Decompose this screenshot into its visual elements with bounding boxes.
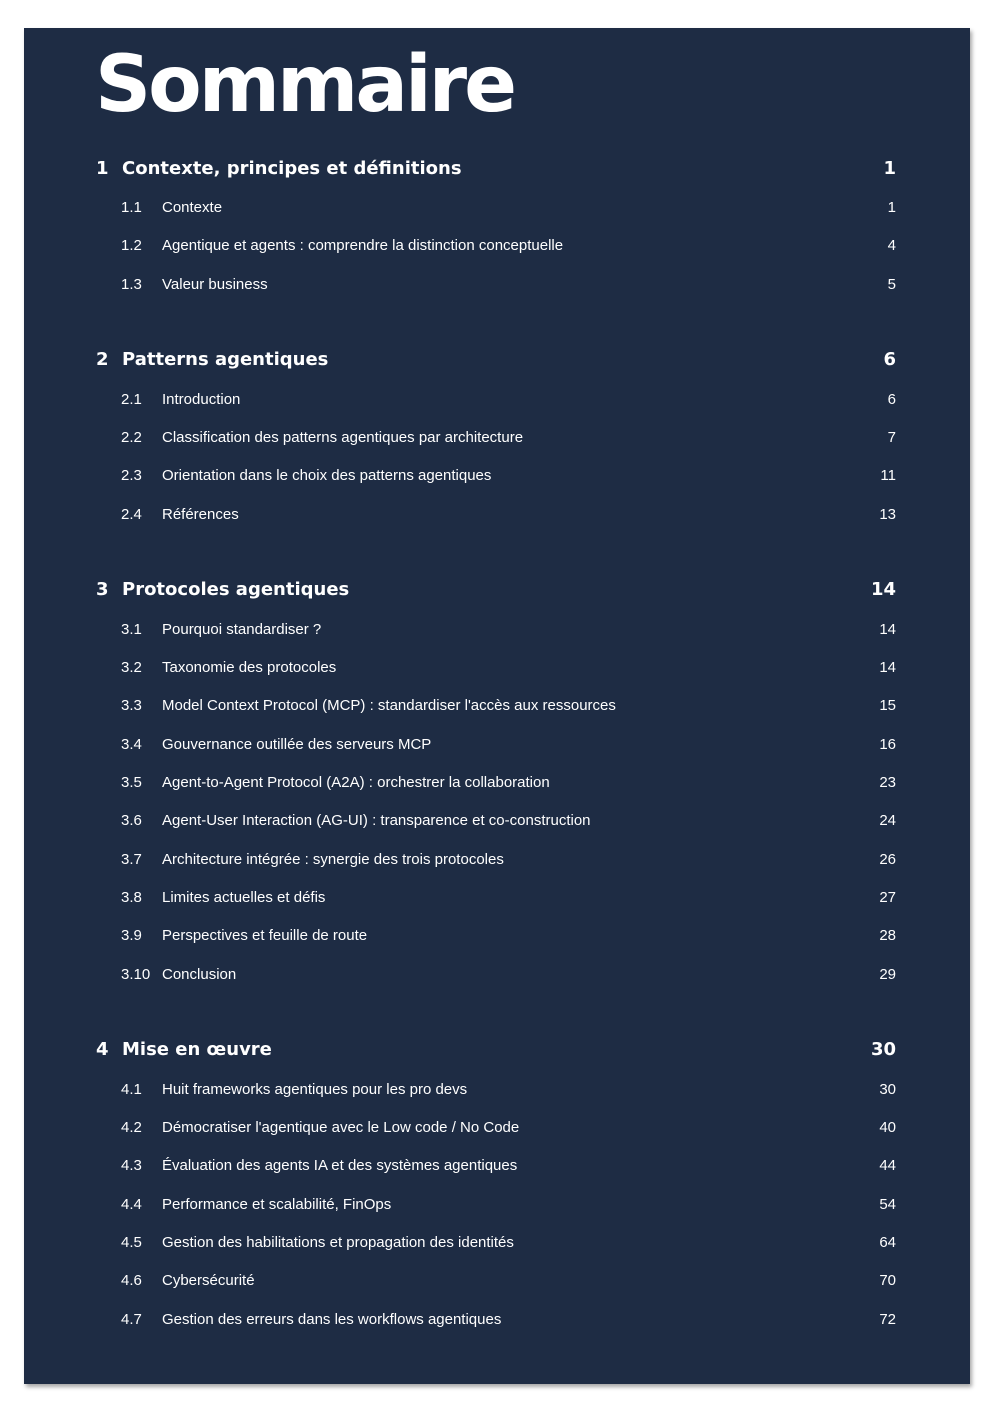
item-number: 1.1 xyxy=(121,199,142,216)
item-number: 4.2 xyxy=(121,1119,142,1136)
item-page: 28 xyxy=(879,927,896,944)
item-number: 4.1 xyxy=(121,1081,142,1098)
section-number: 2 xyxy=(96,349,109,370)
item-number: 4.3 xyxy=(121,1157,142,1174)
item-page: 16 xyxy=(879,736,896,753)
item-page: 14 xyxy=(879,659,896,676)
item-number: 4.6 xyxy=(121,1272,142,1289)
item-title: Agentique et agents : comprendre la distinction conceptuelle xyxy=(162,237,564,254)
item-number: 3.4 xyxy=(121,736,142,753)
item-number: 1.2 xyxy=(121,237,142,254)
item-number: 2.4 xyxy=(121,506,142,523)
item-page: 70 xyxy=(879,1272,896,1289)
item-page: 11 xyxy=(880,467,896,484)
item-number: 4.7 xyxy=(121,1311,142,1328)
item-number: 3.8 xyxy=(121,889,142,906)
item-page: 4 xyxy=(887,237,896,254)
item-number: 3.10 xyxy=(121,966,151,983)
toc-page xyxy=(24,28,970,1384)
section-number: 4 xyxy=(96,1039,109,1060)
item-page: 1 xyxy=(887,199,896,216)
item-page: 29 xyxy=(879,966,896,983)
item-title: Gouvernance outillée des serveurs MCP xyxy=(162,736,432,753)
item-title: Introduction xyxy=(162,391,241,408)
item-number: 3.2 xyxy=(121,659,142,676)
item-title: Gestion des habilitations et propagation des identités xyxy=(162,1234,514,1251)
item-title: Conclusion xyxy=(162,966,237,983)
item-number: 2.1 xyxy=(121,391,142,408)
section-page: 30 xyxy=(870,1039,896,1060)
item-title: Agent-to-Agent Protocol (A2A) : orchestrer la collaboration xyxy=(162,774,550,791)
section-number: 1 xyxy=(96,158,109,179)
item-title: Gestion des erreurs dans les workflows agentiques xyxy=(162,1311,502,1328)
item-title: Performance et scalabilité, FinOps xyxy=(162,1196,392,1213)
item-page: 24 xyxy=(879,812,896,829)
item-page: 5 xyxy=(887,276,896,293)
item-number: 4.4 xyxy=(121,1196,142,1213)
item-title: Huit frameworks agentiques pour les pro devs xyxy=(162,1081,468,1098)
item-title: Orientation dans le choix des patterns agentiques xyxy=(162,467,492,484)
item-page: 23 xyxy=(879,774,896,791)
page-title: Sommaire xyxy=(95,40,515,130)
item-title: Pourquoi standardiser ? xyxy=(162,621,322,638)
item-number: 3.9 xyxy=(121,927,142,944)
item-page: 30 xyxy=(879,1081,896,1098)
section-page: 1 xyxy=(883,158,896,179)
item-number: 3.7 xyxy=(121,851,142,868)
item-number: 3.6 xyxy=(121,812,142,829)
item-page: 64 xyxy=(879,1234,896,1251)
item-number: 4.5 xyxy=(121,1234,142,1251)
item-page: 40 xyxy=(879,1119,896,1136)
item-page: 7 xyxy=(887,429,896,446)
item-title: Démocratiser l'agentique avec le Low code / No Code xyxy=(162,1119,520,1136)
section-title: Contexte, principes et définitions xyxy=(122,158,462,179)
item-page: 13 xyxy=(879,506,896,523)
item-title: Valeur business xyxy=(162,276,268,293)
item-number: 2.2 xyxy=(121,429,142,446)
item-number: 3.1 xyxy=(121,621,142,638)
item-title: Model Context Protocol (MCP) : standardiser l'accès aux ressources xyxy=(162,697,616,714)
item-page: 54 xyxy=(879,1196,896,1213)
item-title: Taxonomie des protocoles xyxy=(162,659,337,676)
item-number: 3.3 xyxy=(121,697,142,714)
item-number: 1.3 xyxy=(121,276,142,293)
section-number: 3 xyxy=(96,579,109,600)
item-title: Contexte xyxy=(162,199,223,216)
item-title: Agent-User Interaction (AG-UI) : transparence et co-construction xyxy=(162,812,591,829)
item-page: 15 xyxy=(879,697,896,714)
section-page: 6 xyxy=(883,349,896,370)
item-title: Perspectives et feuille de route xyxy=(162,927,368,944)
item-page: 72 xyxy=(879,1311,896,1328)
section-title: Mise en œuvre xyxy=(122,1039,272,1060)
section-title: Patterns agentiques xyxy=(122,349,329,370)
item-title: Cybersécurité xyxy=(162,1272,255,1289)
item-title: Classification des patterns agentiques par architecture xyxy=(162,429,524,446)
item-page: 44 xyxy=(879,1157,896,1174)
item-number: 3.5 xyxy=(121,774,142,791)
item-page: 26 xyxy=(879,851,896,868)
item-page: 27 xyxy=(879,889,896,906)
item-number: 2.3 xyxy=(121,467,142,484)
item-page: 6 xyxy=(887,391,896,408)
item-page: 14 xyxy=(879,621,896,638)
section-page: 14 xyxy=(870,579,896,600)
section-title: Protocoles agentiques xyxy=(122,579,350,600)
item-title: Évaluation des agents IA et des systèmes agentiques xyxy=(162,1157,518,1174)
item-title: Limites actuelles et défis xyxy=(162,889,326,906)
item-title: Références xyxy=(162,506,239,523)
item-title: Architecture intégrée : synergie des trois protocoles xyxy=(162,851,504,868)
